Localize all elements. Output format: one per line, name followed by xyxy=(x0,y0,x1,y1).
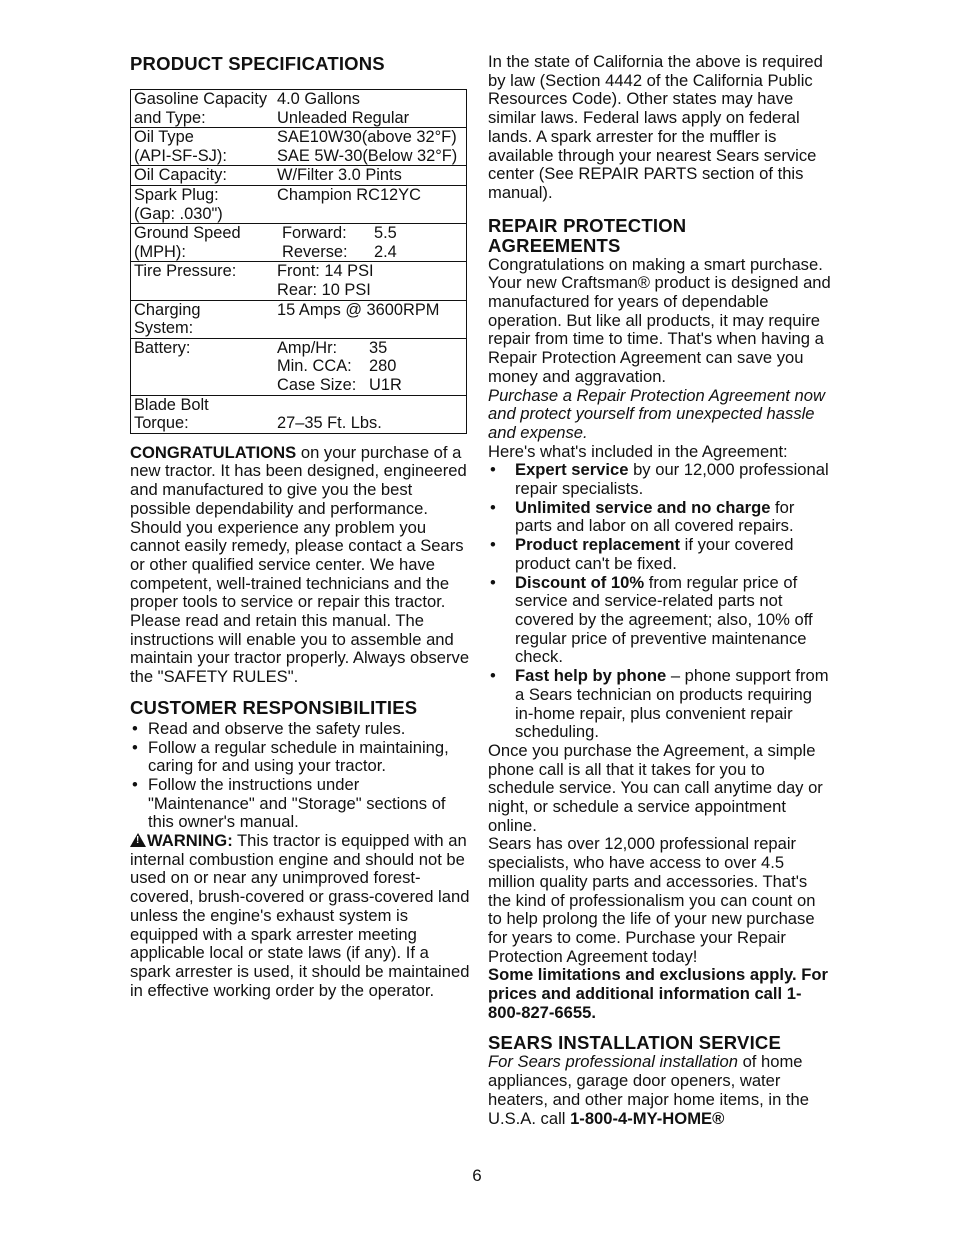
congratulations-paragraph xyxy=(130,444,470,519)
spec-label: Blade Bolt Torque: xyxy=(131,395,275,433)
spec-label: Oil Type (API-SF-SJ): xyxy=(131,128,275,166)
limitations-paragraph: Some limitations and exclusions apply. For prices and additional information call 1-800-827-6655. xyxy=(488,965,828,1022)
spec-label: Tire Pressure: xyxy=(131,262,275,300)
list-item: • Fast help by phone – phone support from a Sears technician on products requiring in-home repair, plus convenient repair scheduling. xyxy=(488,667,833,742)
table-row xyxy=(131,185,467,223)
spec-label: Gasoline Capacity and Type: xyxy=(134,90,268,127)
list-item: • Product replacement if your covered product can't be fixed. xyxy=(488,536,833,573)
included-intro: Here's what's included in the Agreement: xyxy=(488,441,788,461)
list-item: • Follow the instructions under "Maintenance" and "Storage" sections of this owner's manual. xyxy=(130,776,470,832)
spec-value: Amp/Hr: 35 Min. CCA: 280 Case Size: U1R xyxy=(274,338,467,395)
table-row xyxy=(131,128,467,166)
problem-paragraph: Should you experience any problem you cannot easily remedy, please contact a Sears or other qualified service center. We have competent, well-trained technicians and the proper tools to service or repair this tractor. xyxy=(130,517,464,612)
specifications-table xyxy=(130,89,467,434)
spec-value: 4.0 Gallons Unleaded Regular xyxy=(277,90,410,127)
list-item: • Read and observe the safety rules. xyxy=(130,720,470,739)
table-row xyxy=(131,338,467,395)
spec-value: Champion RC12YC xyxy=(274,185,467,223)
table-row xyxy=(131,395,467,433)
table-row xyxy=(131,262,467,300)
repair-italic-paragraph: Purchase a Repair Protection Agreement now and protect yourself from unexpected hassle and expense. xyxy=(488,385,825,442)
spec-value: Front: 14 PSI Rear: 10 PSI xyxy=(274,262,467,300)
table-row xyxy=(131,90,467,128)
warning-paragraph xyxy=(130,832,470,1000)
left-column xyxy=(130,54,470,1000)
spec-label: Spark Plug: (Gap: .030") xyxy=(131,185,275,223)
spec-label: Charging System: xyxy=(131,300,275,338)
spec-value: Forward: 5.5 Reverse: 2.4 xyxy=(274,224,467,262)
installation-paragraph: For Sears professional installation of home appliances, garage door openers, water heaters, and other major home items, in the U.S.A. call 1-800-4-MY-HOME® xyxy=(488,1052,809,1128)
right-column xyxy=(488,53,833,1128)
customer-responsibilities-list xyxy=(130,720,470,832)
california-paragraph: In the state of California the above is required by law (Section 4442 of the California Public Resources Code). Other states may have similar laws. Federal laws apply on federal lands. A spark arrester for the muffler is available through your nearest Sears service center (See REPAIR PARTS section of this manual). xyxy=(488,52,823,202)
product-specifications-heading: PRODUCT SPECIFICATIONS xyxy=(130,53,385,74)
table-row xyxy=(131,166,467,186)
warning-triangle-icon xyxy=(130,833,146,847)
page-number: 6 xyxy=(472,1166,482,1185)
repair-protection-heading: REPAIR PROTECTION AGREEMENTS xyxy=(488,214,687,256)
spec-value: SAE10W30(above 32°F) SAE 5W-30(Below 32°F) xyxy=(274,128,467,166)
list-item: • Follow a regular schedule in maintaining, caring for and using your tractor. xyxy=(130,739,470,776)
retain-manual-paragraph: Please read and retain this manual. The instructions will enable you to assemble and maintain your tractor properly. Always observe the "SAFETY RULES". xyxy=(130,611,470,687)
table-row xyxy=(131,224,467,262)
list-item: • Unlimited service and no charge for parts and labor on all covered repairs. xyxy=(488,499,833,536)
spec-label: Oil Capacity: xyxy=(131,166,275,186)
sears-specialists-paragraph: Sears has over 12,000 professional repair specialists, who have access to over 4.5 million quality parts and accessories. That's the kind of professionalism you can count on to help prolong the life of your new purchase for years to come. Purchase your Repair Protection Agreement today! xyxy=(488,834,816,966)
installation-phone: 1-800-4-MY-HOME® xyxy=(570,1108,725,1128)
congratulations-label: CONGRATULATIONS xyxy=(130,442,297,462)
customer-responsibilities-heading: CUSTOMER RESPONSIBILITIES xyxy=(130,696,418,718)
table-row xyxy=(131,300,467,338)
spec-label: Ground Speed (MPH): xyxy=(131,224,275,262)
repair-intro-paragraph: Congratulations on making a smart purchase. Your new Craftsman® product is designed and manufactured for years of dependable operation. But like all products, it may require repair from time to time. That's when having a Repair Protection Agreement can save you money and aggravation. xyxy=(488,254,831,386)
list-item: • Discount of 10% from regular price of service and service-related parts not covered by the agreement; also, 10% off regular price of preventive maintenance check. xyxy=(488,574,833,668)
list-item: • Expert service by our 12,000 professional repair specialists. xyxy=(488,461,833,498)
spec-value: 15 Amps @ 3600RPM xyxy=(274,300,467,338)
warning-text: This tractor is equipped with an internal combustion engine and should not be used on or near any unimproved forest-covered, brush-covered or grass-covered land unless the engine's exhaust system is equipped with a spark arrester meeting applicable local or state laws (if any). If a spark arrester is used, it should be maintained in effective working order by the operator. xyxy=(130,831,470,1000)
warning-label: WARNING: xyxy=(147,831,233,851)
spec-label: Battery: xyxy=(131,338,275,395)
congratulations-text: on your purchase of a new tractor. It has been designed, engineered and manufactured to give you the best possible dependability and performance. xyxy=(130,442,467,518)
agreement-benefits-list xyxy=(488,461,833,742)
spec-value: 27–35 Ft. Lbs. xyxy=(274,395,467,433)
sears-installation-heading: SEARS INSTALLATION SERVICE xyxy=(488,1032,782,1054)
once-purchase-paragraph: Once you purchase the Agreement, a simple phone call is all that it takes for you to schedule service. You can call anytime day or night, or schedule a service appointment online. xyxy=(488,740,823,835)
spec-value: W/Filter 3.0 Pints xyxy=(274,166,467,186)
